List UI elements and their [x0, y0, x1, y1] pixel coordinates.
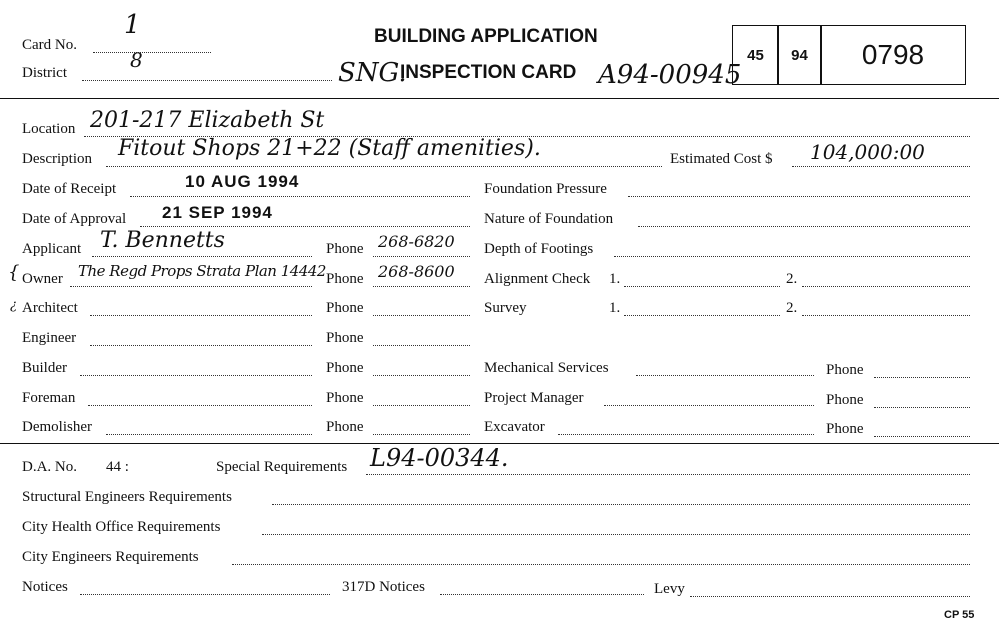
handwritten-district-code: SNG. [338, 58, 407, 88]
notices-label: Notices [22, 579, 68, 595]
card-no-line [93, 52, 211, 53]
owner-phone-value: 268-8600 [378, 262, 455, 281]
demolisher-phone-line [373, 434, 470, 435]
foreman-phone-line [373, 405, 470, 406]
health-requirements-line [262, 534, 970, 535]
applicant-value: T. Bennetts [100, 228, 225, 253]
special-requirements-line [366, 474, 970, 475]
estimated-cost-line [792, 166, 970, 167]
form-title-line1: BUILDING APPLICATION [374, 26, 598, 47]
architect-label: Architect [22, 300, 78, 316]
applicant-phone-line [373, 256, 470, 257]
district-label: District [22, 65, 67, 81]
engineer-phone-line [373, 345, 470, 346]
alignment-check-num-2: 2. [786, 271, 798, 287]
ref-box-3: 0798 [820, 25, 966, 85]
architect-line [90, 315, 312, 316]
nature-of-foundation-label: Nature of Foundation [484, 211, 614, 227]
description-value: Fitout Shops 21+22 (Staff amenities). [118, 136, 541, 161]
survey-line-2 [802, 315, 970, 316]
excavator-line [558, 434, 814, 435]
owner-line [70, 286, 312, 287]
mechanical-services-phone-line [874, 377, 970, 378]
depth-of-footings-label: Depth of Footings [484, 241, 594, 257]
date-of-receipt-stamp: 10 AUG 1994 [185, 172, 300, 191]
demolisher-line [106, 434, 312, 435]
form-code: CP 55 [944, 609, 975, 621]
alignment-check-line-1 [624, 286, 780, 287]
applicant-phone-value: 268-6820 [378, 232, 455, 251]
survey-label: Survey [484, 300, 527, 316]
date-of-receipt-line [130, 196, 470, 197]
survey-line-1 [624, 315, 780, 316]
project-manager-line [604, 405, 814, 406]
mechanical-services-label: Mechanical Services [484, 360, 609, 376]
location-label: Location [22, 121, 76, 137]
date-of-approval-label: Date of Approval [22, 211, 127, 227]
excavator-phone-label: Phone [826, 421, 864, 437]
special-requirements-label: Special Requirements [216, 459, 348, 475]
nature-of-foundation-line [638, 226, 970, 227]
survey-num-1: 1. [609, 300, 621, 316]
ref-box-2: 94 [777, 25, 822, 85]
excavator-phone-line [874, 436, 970, 437]
alignment-check-line-2 [802, 286, 970, 287]
city-engineers-label: City Engineers Requirements [22, 549, 199, 565]
mechanical-services-line [636, 375, 814, 376]
district-line [82, 80, 332, 81]
project-manager-phone-line [874, 407, 970, 408]
foundation-pressure-label: Foundation Pressure [484, 181, 607, 197]
notices-317d-label: 317D Notices [342, 579, 425, 595]
description-label: Description [22, 151, 92, 167]
foreman-label: Foreman [22, 390, 76, 406]
foreman-line [88, 405, 312, 406]
builder-phone-line [373, 375, 470, 376]
handwritten-reference: A94-00945 [598, 60, 742, 90]
special-requirements-value: L94-00344. [370, 444, 509, 472]
engineer-phone-label: Phone [326, 330, 364, 346]
demolisher-label: Demolisher [22, 419, 92, 435]
excavator-label: Excavator [484, 419, 545, 435]
notices-317d-line [440, 594, 644, 595]
header-divider [0, 98, 999, 99]
project-manager-label: Project Manager [484, 390, 584, 406]
foreman-phone-label: Phone [326, 390, 364, 406]
date-of-approval-line [140, 226, 470, 227]
builder-line [80, 375, 312, 376]
owner-bracket-mark: { [8, 262, 20, 283]
engineer-line [90, 345, 312, 346]
project-manager-phone-label: Phone [826, 392, 864, 408]
owner-phone-line [373, 286, 470, 287]
city-engineers-line [232, 564, 970, 565]
health-requirements-label: City Health Office Requirements [22, 519, 221, 535]
architect-phone-label: Phone [326, 300, 364, 316]
foundation-pressure-line [628, 196, 970, 197]
survey-num-2: 2. [786, 300, 798, 316]
structural-requirements-line [272, 504, 970, 505]
notices-line [80, 594, 330, 595]
district-value: 8 [130, 48, 143, 72]
applicant-phone-label: Phone [326, 241, 364, 257]
location-value: 201-217 Elizabeth St [90, 108, 325, 133]
da-no-value: 44 : [106, 459, 129, 475]
estimated-cost-label: Estimated Cost $ [670, 151, 773, 167]
builder-label: Builder [22, 360, 67, 376]
date-of-receipt-label: Date of Receipt [22, 181, 117, 197]
demolisher-phone-label: Phone [326, 419, 364, 435]
estimated-cost-value: 104,000:00 [810, 140, 925, 164]
card-no-label: Card No. [22, 37, 77, 53]
alignment-check-num-1: 1. [609, 271, 621, 287]
owner-label: Owner [22, 271, 63, 287]
structural-requirements-label: Structural Engineers Requirements [22, 489, 232, 505]
date-of-approval-stamp: 21 SEP 1994 [162, 203, 273, 222]
architect-phone-line [373, 315, 470, 316]
levy-line [690, 596, 970, 597]
applicant-line [92, 256, 312, 257]
card-no-value: 1 [124, 10, 141, 40]
applicant-label: Applicant [22, 241, 82, 257]
da-no-label: D.A. No. [22, 459, 77, 475]
engineer-label: Engineer [22, 330, 77, 346]
ref-box-1: 45 [732, 25, 779, 85]
architect-margin-mark: ¿ [10, 298, 17, 313]
owner-phone-label: Phone [326, 271, 364, 287]
depth-of-footings-line [614, 256, 970, 257]
alignment-check-label: Alignment Check [484, 271, 591, 287]
levy-label: Levy [654, 581, 685, 597]
form-title-line2: INSPECTION CARD [400, 62, 577, 83]
mechanical-services-phone-label: Phone [826, 362, 864, 378]
owner-value: The Regd Props Strata Plan 14442 [78, 262, 326, 280]
builder-phone-label: Phone [326, 360, 364, 376]
description-line [106, 166, 662, 167]
